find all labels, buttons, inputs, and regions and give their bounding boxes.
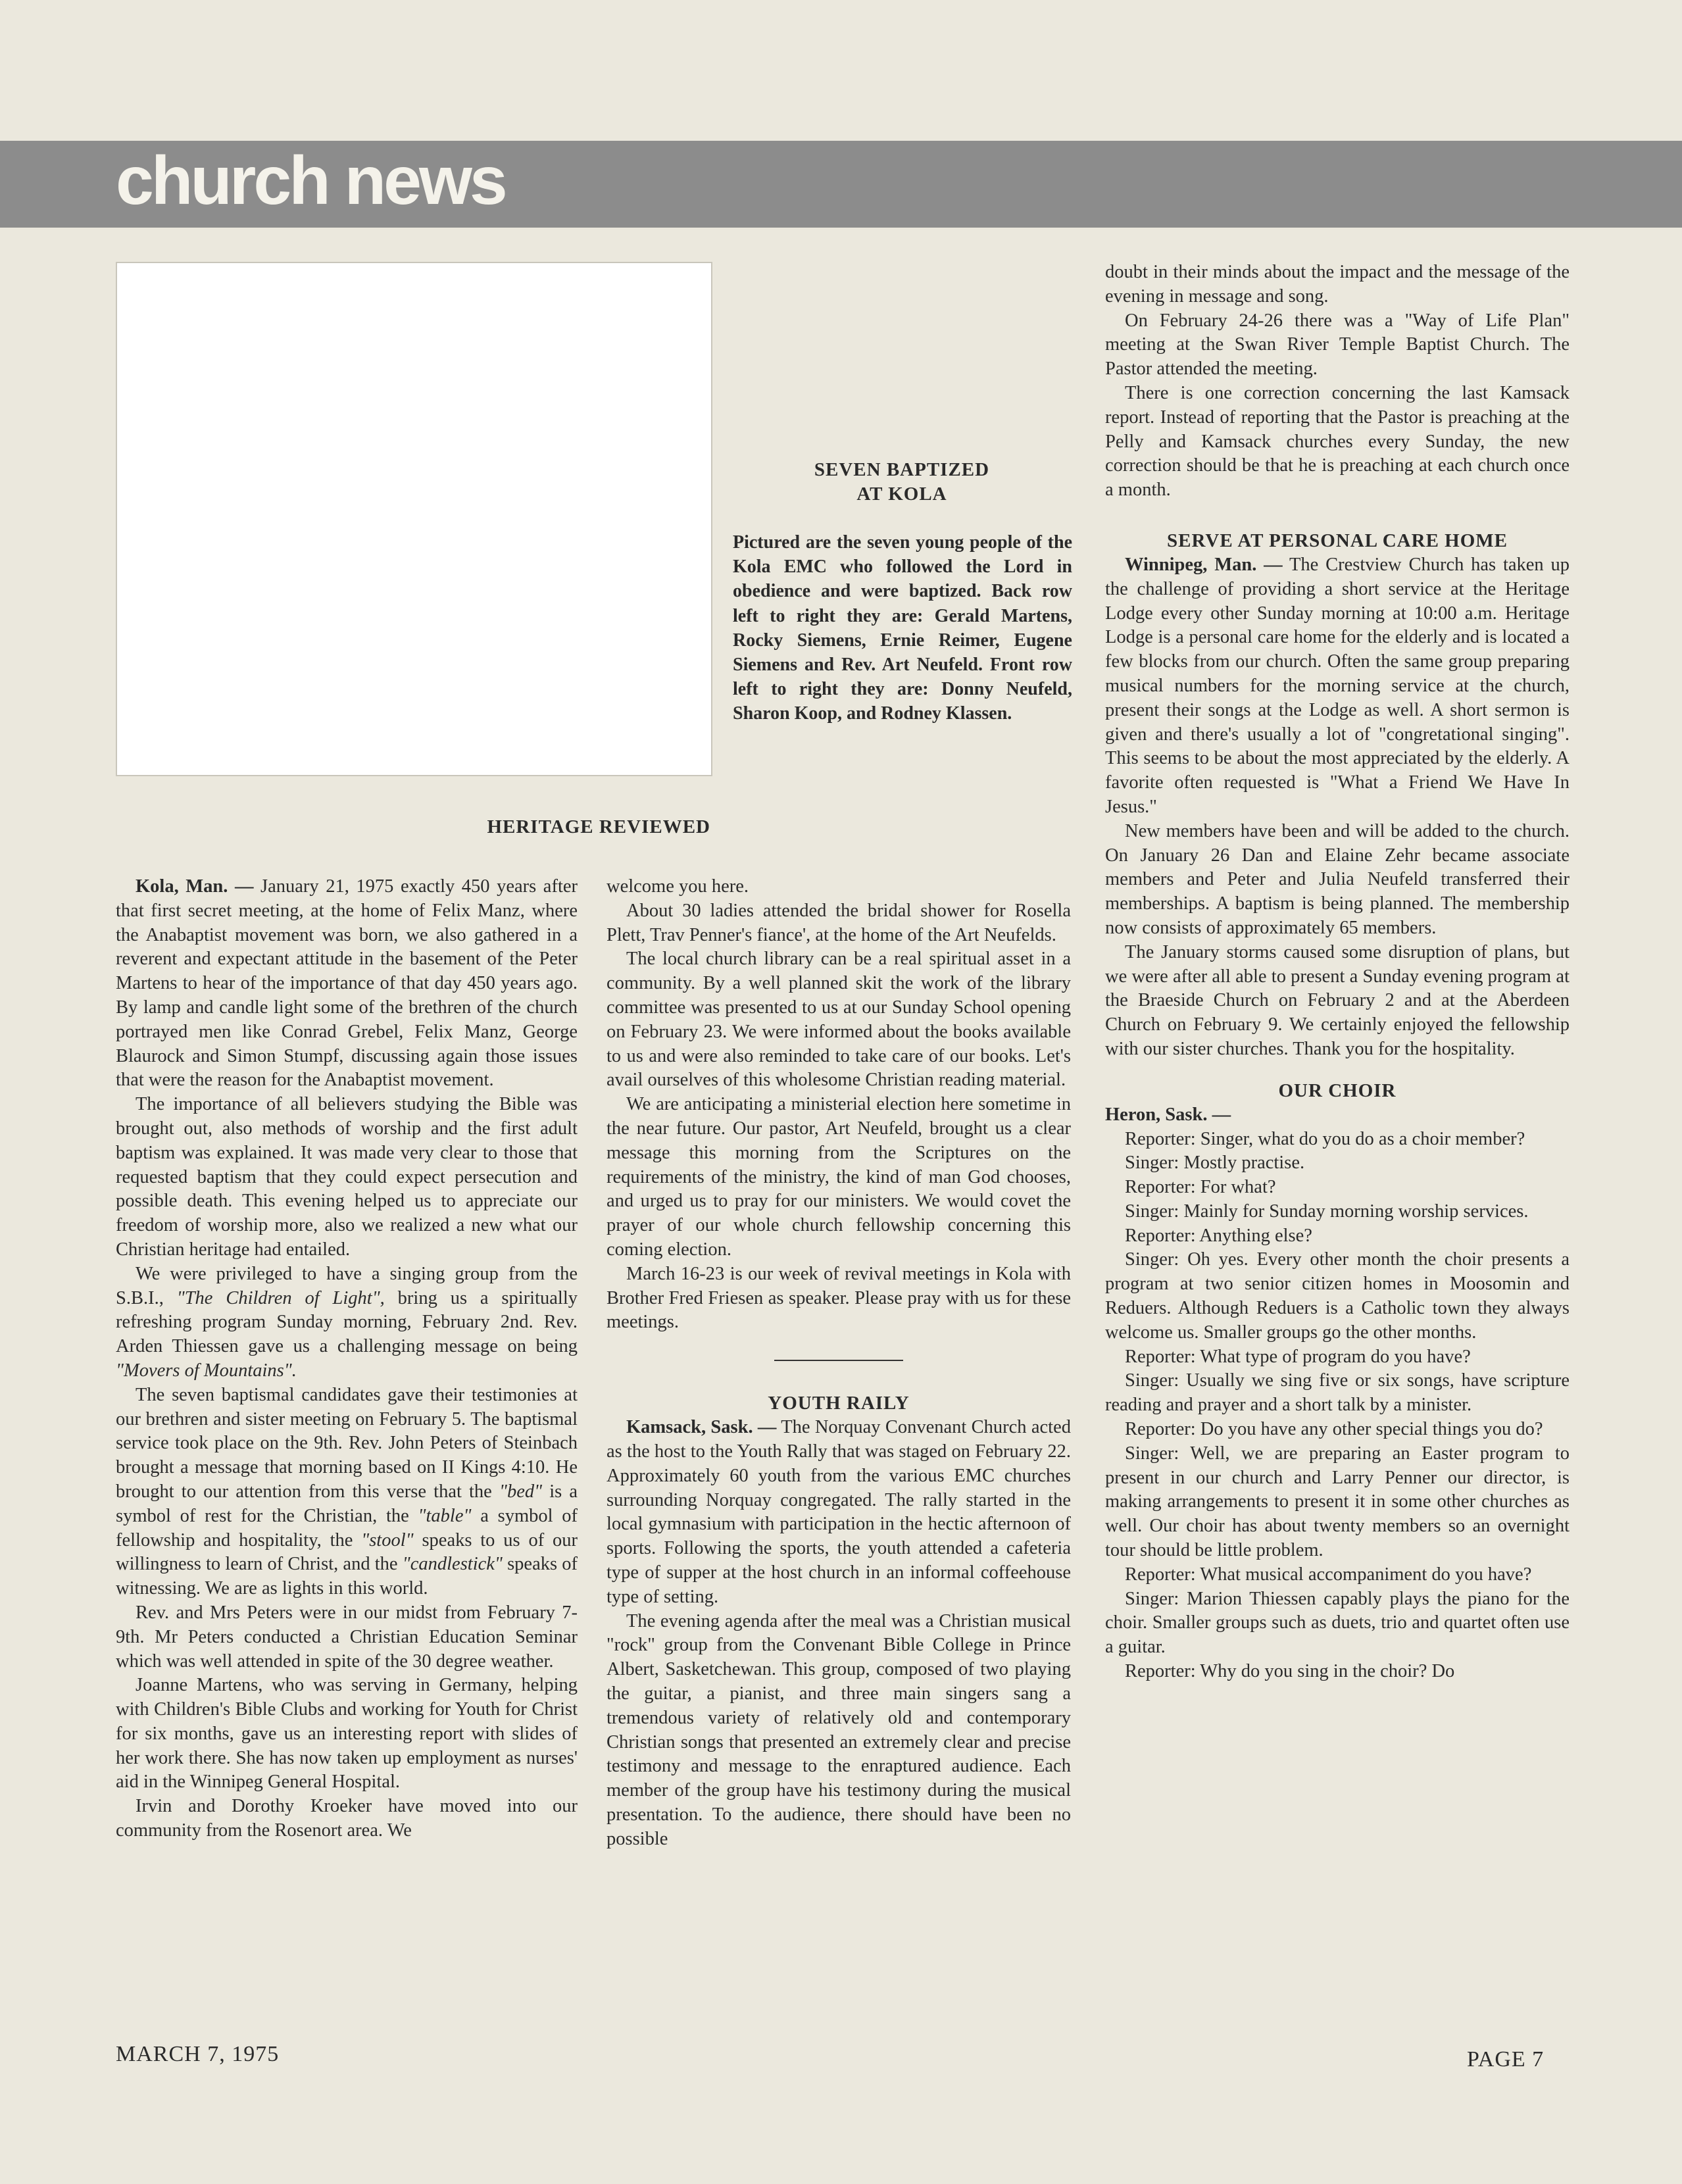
choir-line: Reporter: Why do you sing in the choir? Do <box>1125 1661 1455 1682</box>
youth-rally-paragraph-1: Kamsack, Sask. — The Norquay Convenant Church acted as the host to the Youth Rally that was staged on February 22. Approximately 60 youth from the various EMC churches surrounding Norquay congregated. The rally started in the local gymnasium with participation in the hectic afternoon of sports. Following the sports, the youth attended a cafeteria type of supper at the host church in an informal coffeehouse type of setting. <box>606 1417 1071 1607</box>
heritage-paragraph-10: The local church library can be a real spiritual asset in a community. By a well planned skit the work of the library committee was presented to us at our Sunday School opening on February 23. We were informed about the books available to us and were also reminded to take care of our books. Let's avail ourselves of this wholesome Christian reading material. <box>606 949 1071 1091</box>
choir-line: Reporter: Singer, what do you do as a choir member? <box>1125 1128 1525 1149</box>
heritage-heading: HERITAGE REVIEWED <box>487 816 710 837</box>
choir-line: Singer: Well, we are preparing an Easter program to present in our church and Larry Penner our director, is making arrangements to present it in some other churches as well. Our choir has about twenty members so an overnight tour should be little problem. <box>1105 1443 1570 1561</box>
photo-caption-text: Pictured are the seven young people of the Kola EMC who followed the Lord in obedience and were baptized. Back row left to right they are: Gerald Martens, Rocky Siemens, Ernie Reimer, Eugene Siemens and Rev. Art Neufeld. Front row left to right they are: Donny Neufeld, Sharon Koop, and Rodney Klassen. <box>733 532 1072 724</box>
article-column-1 <box>116 875 578 1843</box>
heritage-paragraph-3: We were privileged to have a singing group from the S.B.I., "The Children of Light", bring us a spiritually refreshing program Sunday morning, February 2nd. Rev. Arden Thiessen gave us a challenging message on being "Movers of Mountains". <box>116 1263 578 1381</box>
heritage-paragraph-5: Rev. and Mrs Peters were in our midst from February 7-9th. Mr Peters conducted a Christian Education Seminar which was well attended in spite of the 30 degree weather. <box>116 1602 578 1672</box>
youth-rally-heading: YOUTH RAILY <box>768 1393 910 1414</box>
heritage-paragraph-11: We are anticipating a ministerial election here sometime in the near future. Our pastor, Art Neufeld, brought us a clear message this morning from the Scriptures on the requirements of the ministry, the kind of man God chooses, and urged us to pray for our ministers. We would covet the prayer of our whole church fellowship concerning this coming election. <box>606 1094 1071 1260</box>
choir-line: Reporter: Anything else? <box>1125 1225 1312 1246</box>
care-home-location: Winnipeg, Man. — <box>1125 554 1283 575</box>
choir-line: Singer: Usually we sing five or six songs, have scripture reading and prayer and a short talk by a minister. <box>1105 1370 1570 1416</box>
choir-line: Singer: Mostly practise. <box>1125 1153 1305 1174</box>
heritage-paragraph-7: Irvin and Dorothy Kroeker have moved into our community from the Rosenort area. We <box>116 1796 578 1841</box>
youth-rally-paragraph-5: There is one correction concerning the last Kamsack report. Instead of reporting that the Pastor is preaching at the Pelly and Kamsack churches every Sunday, the new correction should be that he is preaching at each church once a month. <box>1105 382 1570 501</box>
choir-line: Singer: Oh yes. Every other month the choir presents a program at two senior citizen homes in Moosomin and Reduers. Although Reduers is a Catholic town they always welcome us. Smaller groups go the other months. <box>1105 1249 1570 1343</box>
choir-line: Reporter: What type of program do you have? <box>1125 1346 1471 1367</box>
choir-line: Reporter: Do you have any other special things you do? <box>1125 1419 1543 1440</box>
section-title: church news <box>116 143 505 219</box>
article-column-2 <box>606 875 1071 1851</box>
care-home-paragraph-3: The January storms caused some disruption of plans, but we were after all able to present a Sunday evening program at the Braeside Church on February 2 and at the Aberdeen Church on February 9. We certainly enjoyed the fellowship with our sister churches. Thank you for the hospitality. <box>1105 941 1570 1059</box>
heritage-paragraph-6: Joanne Martens, who was serving in Germany, helping with Children's Bible Clubs and working for Youth for Christ for six months, gave us an interesting report with slides of her work there. She has now taken up employment as nurses' aid in the Winnipeg General Hospital. <box>116 1675 578 1793</box>
choir-line: Reporter: What musical accompaniment do you have? <box>1125 1564 1532 1585</box>
heritage-paragraph-4: The seven baptismal candidates gave their testimonies at our brethren and sister meeting on February 5. The baptismal service took place on the 9th. Rev. John Peters of Steinbach brought a message that morning based on II Kings 4:10. He brought to our attention from this verse that the "bed" is a symbol of rest for the Christian, the "table" a symbol of fellowship and hospitality, the "stool" speaks to us of our willingness to learn of Christ, and the "candlestick" speaks of witnessing. We are as lights in this world. <box>116 1384 578 1599</box>
baptism-photo-placeholder <box>116 262 712 776</box>
care-home-paragraph-2: New members have been and will be added to the church. On January 26 Dan and Elaine Zehr became associate members and Peter and Julia Neufeld transferred their memberships. A baptism is being planned. The membership now consists of approximately 65 members. <box>1105 820 1570 938</box>
youth-rally-paragraph-2: The evening agenda after the meal was a Christian musical "rock" group from the Convenant Bible College in Prince Albert, Sasketchewan. This group, composed of two playing the guitar, a pianist, and three main singers sang a tremendous variety of relatively old and contemporary Christian songs that presented an extremely clear and precise testimony and message to the enraptured audience. Each member of the group have his testimony during the musical presentation. To the audience, there should have been no possible <box>606 1610 1071 1849</box>
care-home-heading: SERVE AT PERSONAL CARE HOME <box>1166 530 1508 551</box>
heritage-location: Kola, Man. — <box>136 876 254 897</box>
heritage-paragraph-1: Kola, Man. — January 21, 1975 exactly 450 years after that first secret meeting, at the home of Felix Manz, where the Anabaptist movement was born, we also gathered in a reverent and expectant attitude in the basement of the Peter Martens to hear of the importance of that day 450 years ago. By lamp and candle light some of the brethren of the church portrayed men like Conrad Grebel, Felix Manz, George Blaurock and Simon Stumpf, discussing again those issues that were the reason for the Anabaptist movement. <box>116 876 578 1091</box>
page-number: PAGE 7 <box>1467 2047 1545 2072</box>
issue-date: MARCH 7, 1975 <box>116 2042 280 2066</box>
youth-rally-paragraph-4: On February 24-26 there was a "Way of Life Plan" meeting at the Swan River Temple Baptist Church. The Pastor attended the meeting. <box>1105 310 1570 380</box>
section-divider <box>774 1360 903 1361</box>
choir-location: Heron, Sask. — <box>1105 1104 1231 1125</box>
choir-heading: OUR CHOIR <box>1278 1080 1397 1101</box>
youth-rally-paragraph-3: doubt in their minds about the impact and the message of the evening in message and song. <box>1105 262 1570 307</box>
care-home-paragraph-1: Winnipeg, Man. — The Crestview Church has taken up the challenge of providing a short service at the Heritage Lodge every other Sunday morning at 10:00 a.m. Heritage Lodge is a personal care home for the elderly and is located a few blocks from our church. Often the same group preparing musical numbers for the morning service at the church, present their songs at the Lodge as well. A short sermon is given and there's usually a lot of "congretational singing". This seems to be about the most appreciated by the elderly. A favorite often requested is "What a Friend We Have In Jesus." <box>1105 554 1570 817</box>
choir-line: Singer: Marion Thiessen capably plays the piano for the choir. Smaller groups such as duets, trio and quartet often use a guitar. <box>1105 1588 1570 1658</box>
youth-rally-location: Kamsack, Sask. — <box>626 1417 777 1438</box>
choir-line: Singer: Mainly for Sunday morning worship services. <box>1125 1201 1529 1222</box>
heritage-paragraph-8: welcome you here. <box>606 876 749 897</box>
photo-caption-heading: SEVEN BAPTIZED AT KOLA <box>814 459 990 505</box>
article-column-3 <box>1105 261 1570 1684</box>
choir-line: Reporter: For what? <box>1125 1177 1276 1198</box>
heritage-paragraph-12: March 16-23 is our week of revival meetings in Kola with Brother Fred Friesen as speaker. Please pray with us for these meetings. <box>606 1263 1071 1333</box>
heritage-paragraph-2: The importance of all believers studying the Bible was brought out, also methods of worship and the first adult baptism was explained. It was made very clear to those that requested baptism that they could expect persecution and possible death. This evening helped us to appreciate our freedom of worship more, also we realized a new what our Christian heritage had entailed. <box>116 1094 578 1260</box>
heritage-paragraph-9: About 30 ladies attended the bridal shower for Rosella Plett, Trav Penner's fiance', at the home of the Art Neufelds. <box>606 900 1071 945</box>
